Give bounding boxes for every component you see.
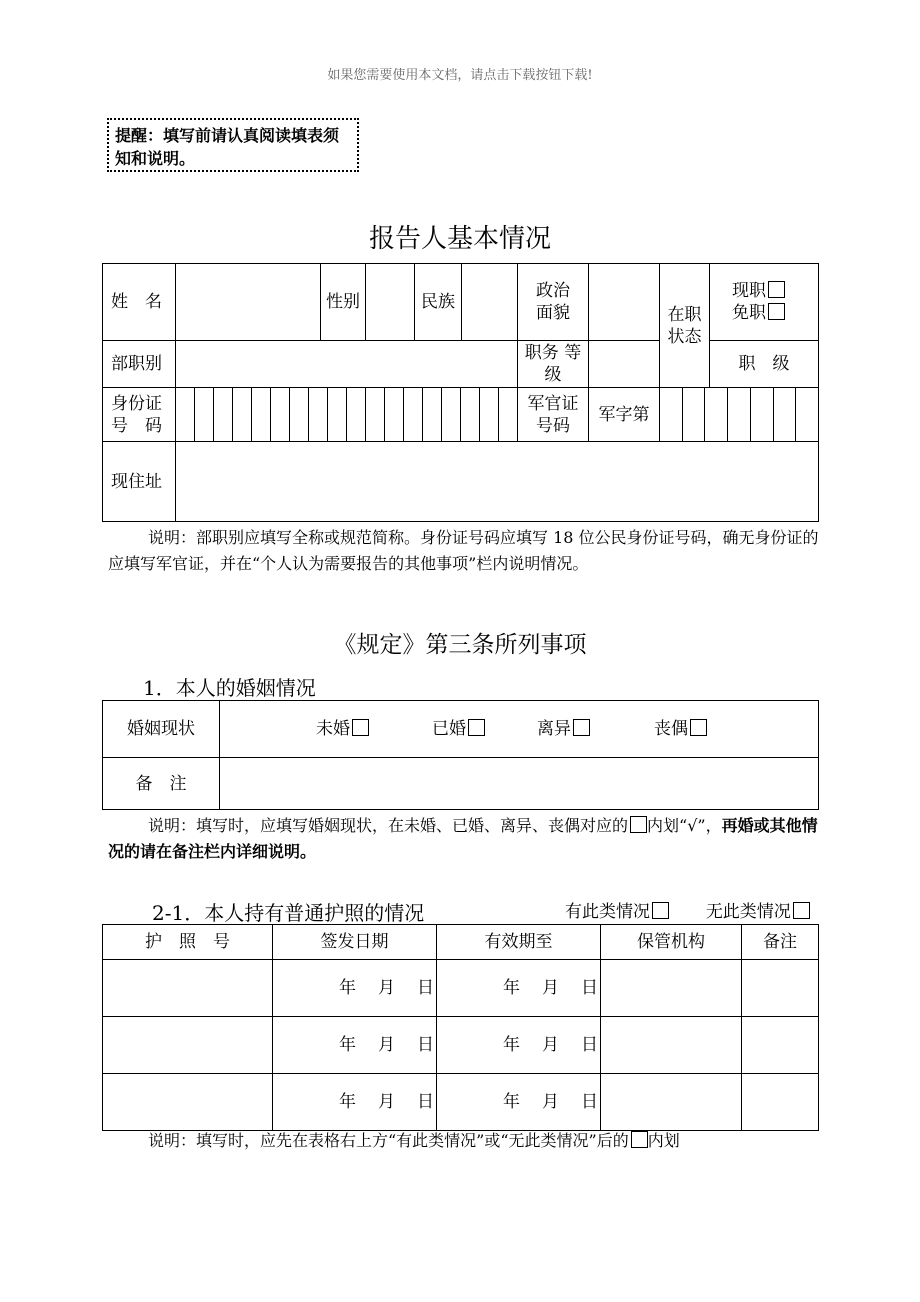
divorced-checkbox[interactable] <box>573 719 590 736</box>
political-field[interactable] <box>589 264 660 341</box>
download-note: 如果您需要使用本文档，请点击下载按钮下载! <box>327 68 593 83</box>
remarks-label: 备 注 <box>103 758 220 810</box>
gender-label: 性别 <box>321 264 366 341</box>
unmarried-checkbox[interactable] <box>352 719 369 736</box>
option-widowed: 丧偶 <box>654 718 707 740</box>
marital-options <box>220 701 819 758</box>
id-number-cells[interactable] <box>176 388 518 442</box>
basic-info-title: 报告人基本情况 <box>368 224 551 254</box>
marriage-table <box>102 700 819 810</box>
status-options <box>710 264 819 341</box>
passport-note: 说明：填写时，应先在表格右上方“有此类情况”或“无此类情况”后的 内划 <box>148 1131 680 1150</box>
col-issue-date: 签发日期 <box>273 925 437 960</box>
officer-id-label: 军官证号码 <box>518 388 589 442</box>
remarks-cell[interactable] <box>742 1017 819 1074</box>
option-married: 已婚 <box>432 718 537 740</box>
rank-label: 职 级 <box>710 341 819 388</box>
issue-date-field[interactable]: 年 月 日 <box>273 1017 437 1074</box>
remarks-cell[interactable] <box>742 1074 819 1131</box>
option-divorced: 离异 <box>537 718 654 740</box>
widowed-checkbox[interactable] <box>690 719 707 736</box>
id-number-label: 身份证号 码 <box>103 388 176 442</box>
name-label: 姓 名 <box>103 264 176 341</box>
current-checkbox[interactable] <box>768 281 785 298</box>
marriage-heading: 1．本人的婚姻情况 <box>143 676 316 700</box>
name-field[interactable] <box>176 264 321 341</box>
issue-date-field[interactable]: 年 月 日 <box>273 960 437 1017</box>
current-label: 现职 <box>732 281 766 301</box>
has-checkbox[interactable] <box>652 902 669 919</box>
rules-title: 《规定》第三条所列事项 <box>333 632 587 658</box>
ethnicity-field[interactable] <box>462 264 518 341</box>
political-label: 政治面貌 <box>518 264 589 341</box>
married-checkbox[interactable] <box>468 719 485 736</box>
passport-no-field[interactable] <box>103 1017 273 1074</box>
removed-checkbox[interactable] <box>768 303 785 320</box>
department-label: 部职别 <box>103 341 176 388</box>
gender-field[interactable] <box>366 264 415 341</box>
duty-grade-label: 职务 等级 <box>518 341 589 388</box>
expiry-field[interactable]: 年 月 日 <box>437 960 601 1017</box>
issue-date-field[interactable]: 年 月 日 <box>273 1074 437 1131</box>
department-field[interactable] <box>176 341 518 388</box>
reminder-box: 提醒：填写前请认真阅读填表须知和说明。 <box>107 118 359 172</box>
passport-table <box>102 924 819 1131</box>
expiry-field[interactable]: 年 月 日 <box>437 1074 601 1131</box>
none-checkbox[interactable] <box>793 902 810 919</box>
custodian-field[interactable] <box>601 960 742 1017</box>
officer-prefix-label: 军字第 <box>589 388 660 442</box>
removed-label: 免职 <box>732 303 766 323</box>
address-field[interactable] <box>176 442 819 522</box>
officer-id-cells[interactable] <box>660 388 819 442</box>
table-row <box>103 960 819 1017</box>
custodian-field[interactable] <box>601 1017 742 1074</box>
passport-no-field[interactable] <box>103 960 273 1017</box>
col-custodian: 保管机构 <box>601 925 742 960</box>
remarks-field[interactable] <box>220 758 819 810</box>
col-remarks: 备注 <box>742 925 819 960</box>
option-unmarried: 未婚 <box>316 718 432 740</box>
remarks-cell[interactable] <box>742 960 819 1017</box>
col-passport-no: 护 照 号 <box>103 925 273 960</box>
passport-heading: 2-1．本人持有普通护照的情况 <box>152 901 425 925</box>
passport-no-field[interactable] <box>103 1074 273 1131</box>
marriage-note: 说明：填写时，应填写婚姻现状，在未婚、已婚、离异、丧偶对应的 内划“√”，再婚或其他情况的请在备注栏内详细说明。 <box>108 816 818 861</box>
marriage-note-bold: 再婚或其他情况的请在备注栏内详细说明。 <box>108 816 818 861</box>
duty-grade-field[interactable] <box>589 341 660 388</box>
basic-info-note: 说明：部职别应填写全称或规范简称。身份证号码应填写 18 位公民身份证号码，确无身份证的应填写军官证，并在“个人认为需要报告的其他事项”栏内说明情况。 <box>108 528 819 573</box>
custodian-field[interactable] <box>601 1074 742 1131</box>
col-expiry: 有效期至 <box>437 925 601 960</box>
expiry-field[interactable]: 年 月 日 <box>437 1017 601 1074</box>
status-label: 在职状态 <box>660 264 710 388</box>
marital-status-label: 婚姻现状 <box>103 701 220 758</box>
address-label: 现住址 <box>103 442 176 522</box>
table-row <box>103 1017 819 1074</box>
note-checkbox-icon <box>631 1131 648 1148</box>
table-row <box>103 1074 819 1131</box>
note-checkbox-icon <box>630 816 647 833</box>
basic-info-table <box>102 263 819 522</box>
passport-options: 有此类情况 无此类情况 <box>565 897 810 922</box>
ethnicity-label: 民族 <box>415 264 462 341</box>
